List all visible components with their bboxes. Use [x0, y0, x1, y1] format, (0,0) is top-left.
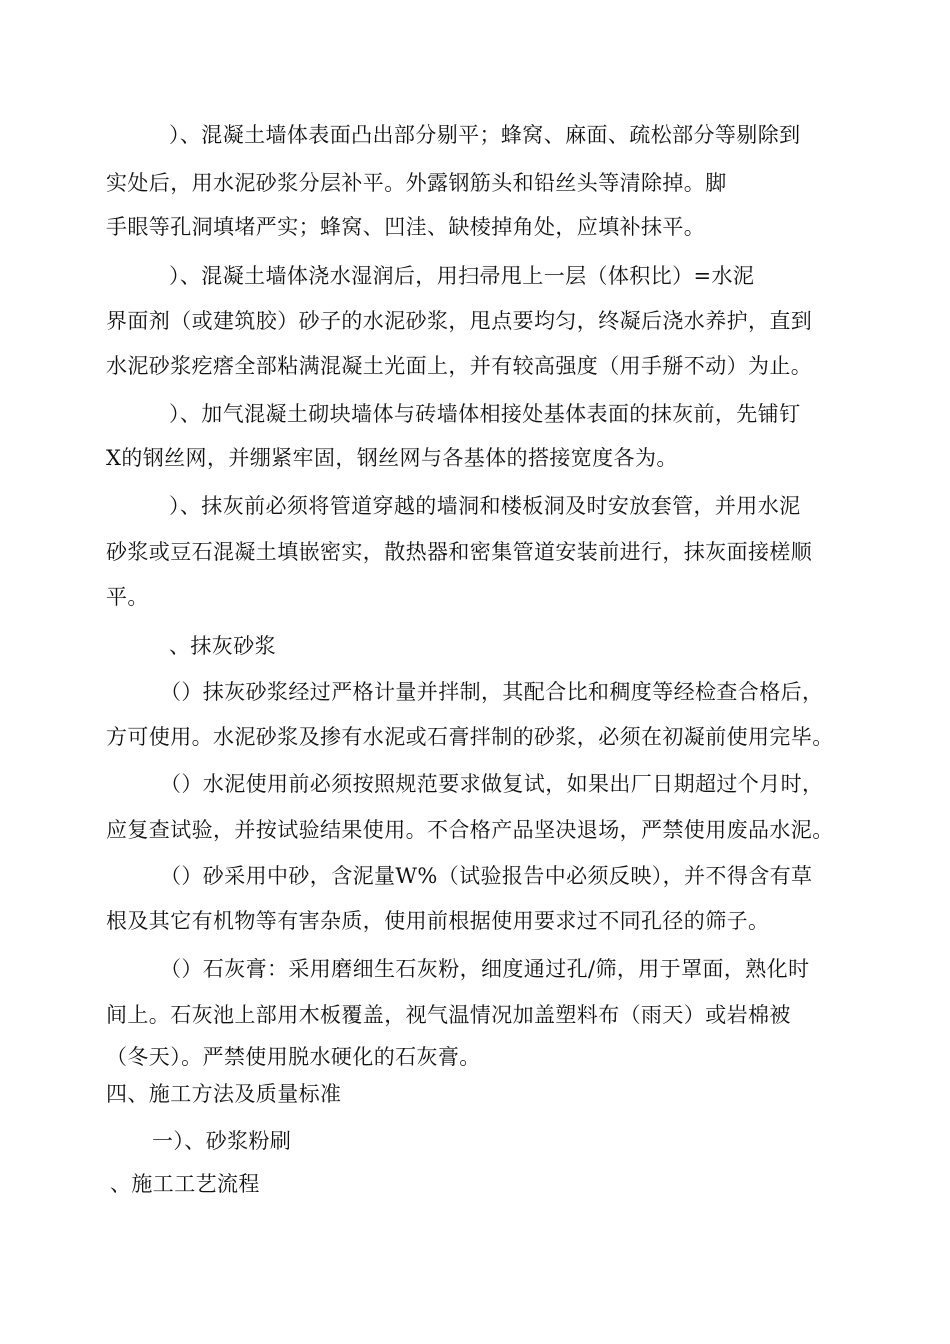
text-line: 水泥砂浆疙瘩全部粘满混凝土光面上，并有较高强度（用手掰不动）为止。 — [106, 354, 813, 378]
text-line: ）、混凝土墙体表面凸出部分剔平；蜂窝、麻面、疏松部分等剔除到 — [169, 123, 801, 147]
text-line: X的钢丝网，并绷紧牢固，钢丝网与各基体的搭接宽度各为。 — [106, 446, 678, 470]
text-line: 根及其它有机物等有害杂质，使用前根据使用要求过不同孔径的筛子。 — [106, 909, 770, 933]
text-line: （）水泥使用前必须按照规范要求做复试，如果出厂日期超过个月时， — [160, 772, 824, 796]
text-line: （）砂采用中砂，含泥量W%（试验报告中必须反映），并不得含有草 — [160, 864, 813, 888]
text-line: （）抹灰砂浆经过严格计量并拌制，其配合比和稠度等经检查合格后， — [160, 680, 824, 704]
section-heading: 、抹灰砂浆 — [169, 634, 276, 658]
subsection-heading: 一）、砂浆粉刷 — [152, 1129, 292, 1153]
text-line: 间上。石灰池上部用木板覆盖，视气温情况加盖塑料布（雨天）或岩棉被 — [106, 1003, 791, 1027]
text-line: 方可使用。水泥砂浆及掺有水泥或石膏拌制的砂浆，必须在初凝前使用完毕。 — [106, 725, 834, 749]
text-line: ）、抹灰前必须将管道穿越的墙洞和楼板洞及时安放套管，并用水泥 — [169, 494, 801, 518]
text-line: 界面剂（或建筑胶）砂子的水泥砂浆，甩点要均匀，终凝后浇水养护，直到 — [106, 309, 813, 333]
text-line: （）石灰膏：采用磨细生石灰粉，细度通过孔/筛，用于罩面，熟化时 — [160, 957, 810, 981]
text-line: 砂浆或豆石混凝土填嵌密实，散热器和密集管道安装前进行，抹灰面接槎顺 — [106, 540, 813, 564]
section-heading: 四、施工方法及质量标准 — [106, 1082, 342, 1106]
subsection-heading: 、施工工艺流程 — [110, 1172, 260, 1196]
text-line: 实处后，用水泥砂浆分层补平。外露钢筋头和铅丝头等清除掉。脚 — [106, 171, 727, 195]
text-line: 平。 — [106, 585, 149, 609]
text-line: ）、加气混凝土砌块墙体与砖墙体相接处基体表面的抹灰前，先铺钉 — [169, 402, 801, 426]
text-line: 应复查试验，并按试验结果使用。不合格产品坚决退场，严禁使用废品水泥。 — [106, 818, 834, 842]
text-line: ）、混凝土墙体浇水湿润后，用扫帚甩上一层（体积比）=水泥 — [169, 264, 755, 288]
text-line: 手眼等孔洞填堵严实；蜂窝、凹洼、缺棱掉角处，应填补抹平。 — [106, 215, 706, 239]
text-line: （冬天）。严禁使用脱水硬化的石灰膏。 — [106, 1045, 481, 1069]
